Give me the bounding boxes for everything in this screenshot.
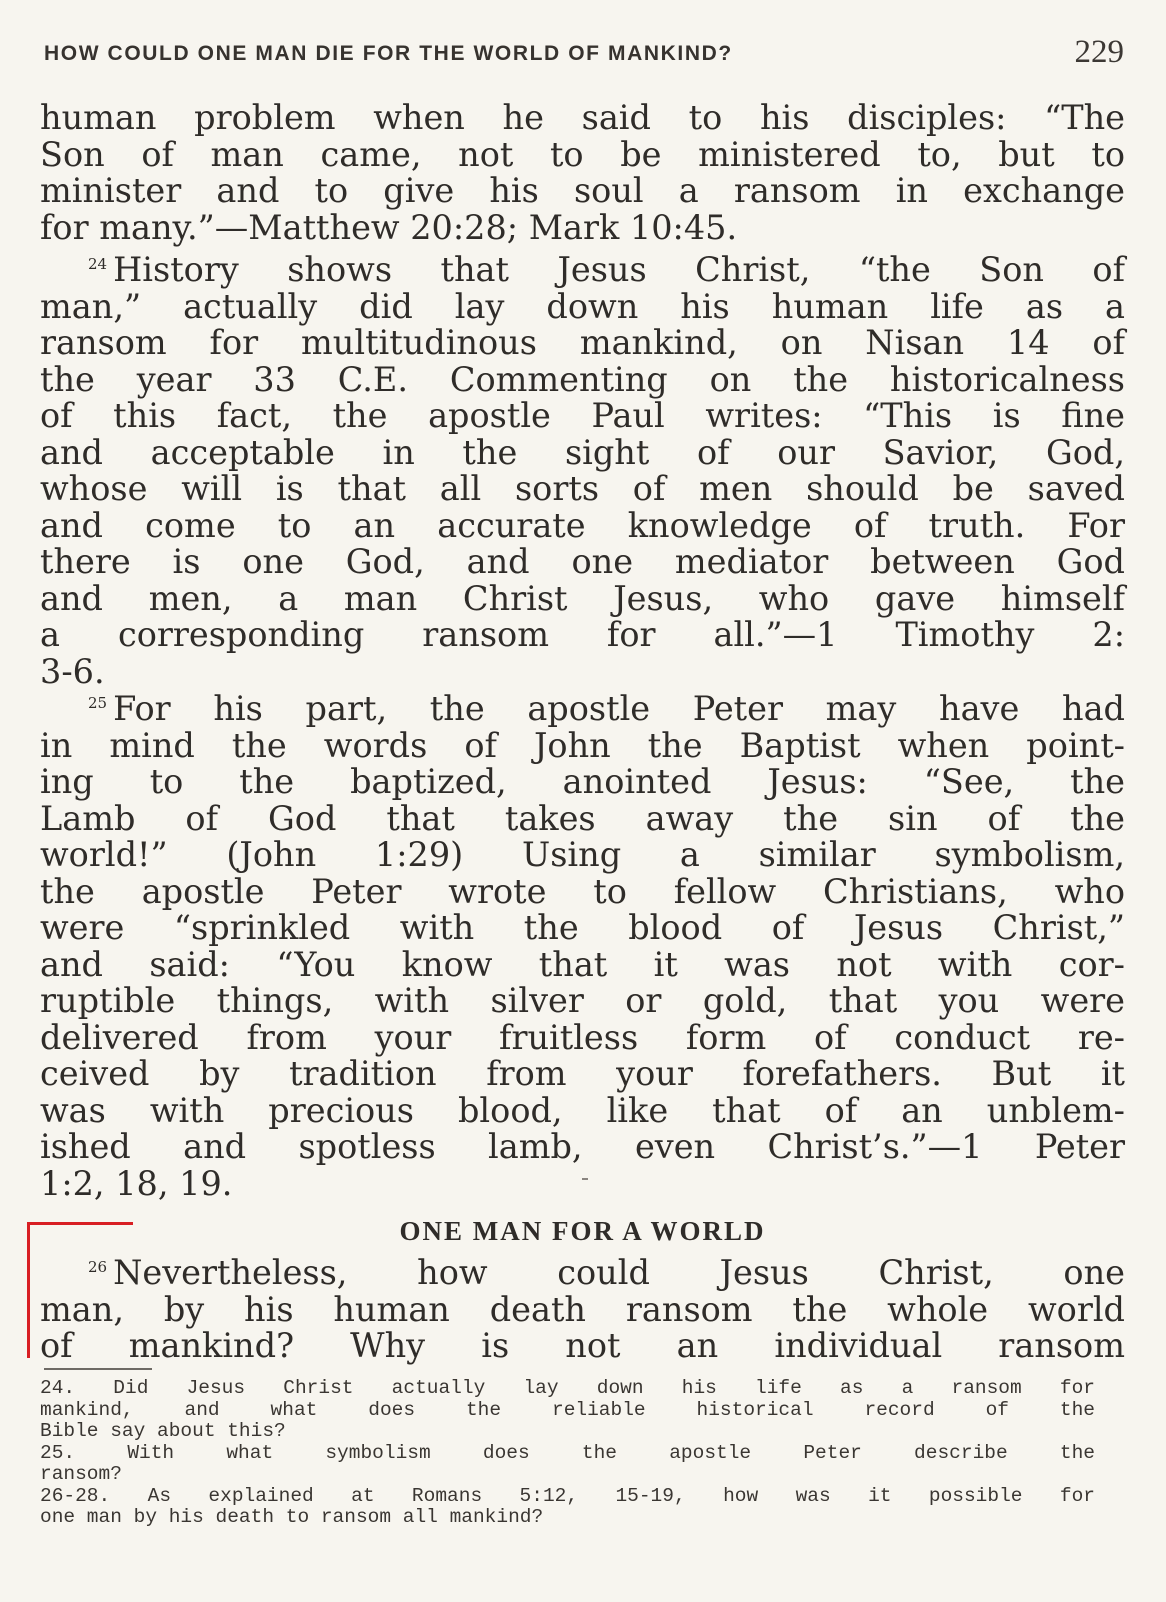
text-line: of this fact, the apostle Paul writes: “This is fine: [40, 396, 1125, 435]
text-line: ing to the baptized, anointed Jesus: “See, the: [40, 762, 1125, 801]
text-line: for many.”—Matthew 20:28; Mark 10:45.: [40, 207, 738, 247]
text-line-content: For his part, the apostle Peter may have had: [113, 689, 1125, 728]
text-line: minister and to give his soul a ransom in exchange: [40, 171, 1125, 210]
text-line: [40, 685, 1125, 728]
text-line: was with precious blood, like that of an unblem-: [40, 1090, 1125, 1130]
paragraph-25: [40, 685, 1125, 1202]
text-line: in mind the words of John the Baptist when point-: [40, 725, 1125, 765]
study-questions: [40, 1378, 1095, 1529]
text-line: [40, 246, 1125, 289]
text-line: the apostle Peter wrote to fellow Christians, who: [40, 871, 1125, 911]
text-line: Son of man came, not to be ministered to, but to: [40, 134, 1125, 174]
text-line: and acceptable in the sight of our Savior, God,: [40, 432, 1125, 472]
text-line: man, by his human death ransom the whole world: [40, 1289, 1125, 1329]
text-line: delivered from your fruitless form of conduct re-: [40, 1017, 1125, 1057]
text-line: and come to an accurate knowledge of truth. For: [40, 505, 1125, 545]
text-line: and men, a man Christ Jesus, who gave himself: [40, 578, 1125, 618]
paragraph-number: 25: [88, 694, 108, 712]
text-line: [40, 1249, 1125, 1292]
text-line: 3-6.: [40, 651, 105, 691]
text-line: ransom for multitudinous mankind, on Nisan 14 of: [40, 323, 1125, 362]
marker-vertical-stroke: [27, 1222, 30, 1358]
text-line: there is one God, and one mediator between God: [40, 542, 1125, 581]
question-line: Bible say about this?: [40, 1420, 286, 1442]
paragraph-number: 26: [88, 1258, 108, 1276]
text-line: human problem when he said to his disciples: “The: [40, 98, 1125, 137]
text-line: 1:2, 18, 19.: [40, 1163, 233, 1203]
text-line: ruptible things, with silver or gold, that you were: [40, 981, 1125, 1020]
page-number: 229: [1074, 34, 1124, 70]
question-line: 24. Did Jesus Christ actually lay down his life as a ransom for: [40, 1377, 1095, 1399]
section-heading: ONE MAN FOR A WORLD: [399, 1216, 766, 1246]
text-line: were “sprinkled with the blood of Jesus Christ,”: [40, 908, 1125, 947]
question-line: 26-28. As explained at Romans 5:12, 15-19, how was it possible for: [40, 1484, 1095, 1507]
text-line: the year 33 C.E. Commenting on the historicalness: [40, 359, 1125, 399]
text-line: ished and spotless lamb, even Christ’s.”—1 Peter: [40, 1127, 1125, 1166]
question-line: 25. With what symbolism does the apostle Peter describe the: [40, 1441, 1095, 1464]
text-line-content: History shows that Jesus Christ, “the Son of: [113, 250, 1125, 289]
text-line: whose will is that all sorts of men should be saved: [40, 469, 1125, 508]
running-head: [44, 34, 1124, 74]
marker-horizontal-stroke: [27, 1222, 133, 1225]
text-line: world!” (John 1:29) Using a similar symbolism,: [40, 835, 1125, 874]
text-line: and said: “You know that it was not with cor-: [40, 944, 1125, 984]
text-line-content: Nevertheless, how could Jesus Christ, one: [113, 1253, 1125, 1292]
print-speck: [582, 1178, 588, 1180]
question-line: mankind, and what does the reliable historical record of the: [40, 1398, 1095, 1421]
continuation-paragraph: [40, 100, 1125, 246]
text-line: a corresponding ransom for all.”—1 Timothy 2:: [40, 615, 1125, 654]
text-line: ceived by tradition from your forefathers. But it: [40, 1054, 1125, 1093]
paragraph-26: [40, 1249, 1125, 1365]
text-line: Lamb of God that takes away the sin of the: [40, 798, 1125, 838]
running-title: HOW COULD ONE MAN DIE FOR THE WORLD OF MANKIND?: [44, 42, 733, 65]
question-line: ransom?: [40, 1463, 122, 1485]
text-line: man,” actually did lay down his human life as a: [40, 286, 1125, 326]
paragraph-24: [40, 246, 1125, 690]
footnote-divider: [44, 1368, 152, 1370]
text-line: of mankind? Why is not an individual ransom: [40, 1326, 1125, 1365]
question-line: one man by his death to ransom all mankind?: [40, 1506, 544, 1528]
paragraph-number: 24: [88, 255, 108, 273]
